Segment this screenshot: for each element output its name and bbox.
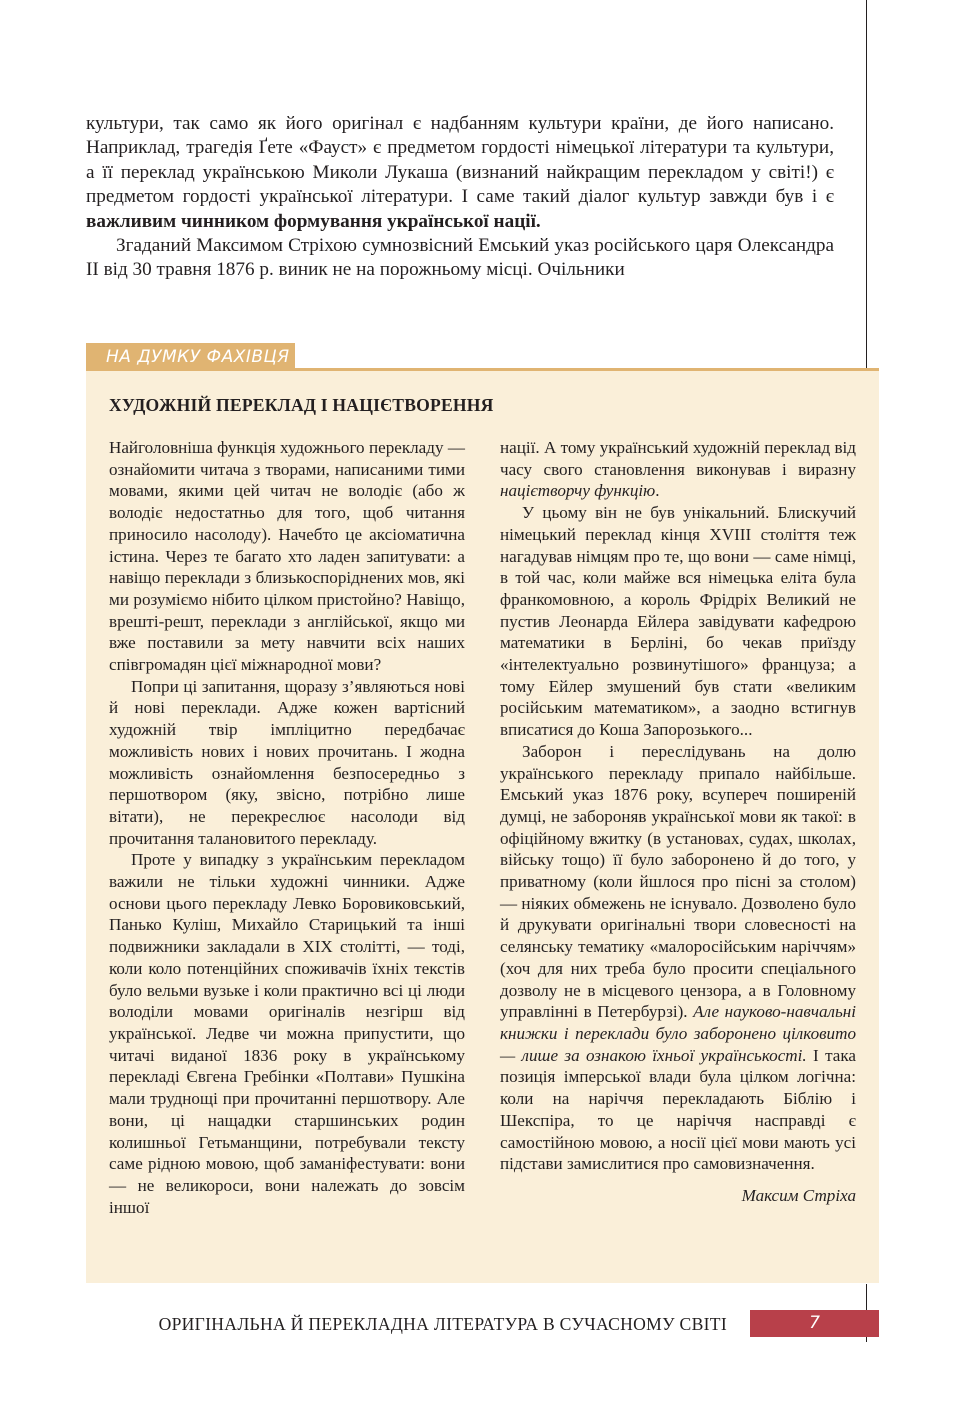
sidebar-title: ХУДОЖНІЙ ПЕРЕКЛАД І НАЦІЄТВОРЕННЯ [109,395,494,415]
right-p3-italic: Але науково-навчальні книжки і переклади було заборонено цілковито — лише за ознакою їхньої українськості. [500,1002,856,1065]
running-footer-title: ОРИГІНАЛЬНА Й ПЕРЕКЛАДНА ЛІТЕРАТУРА В СУЧАСНОМУ СВІТІ [158,1314,727,1334]
margin-rule-top [866,0,867,368]
intro-text [86,112,834,283]
intro-paragraph-2: Згаданий Максимом Стріхою сумнозвісний Емський указ російського царя Олександра II від 30 травня 1876 р. виник не на порожньому місці. Очільники [86,235,834,281]
intro-p1-bold: важливим чинником формування української нації. [86,210,541,232]
author-signature: Максим Стріха [741,1185,856,1205]
right-paragraph-3 [500,741,856,1175]
sidebar-tab-label: НА ДУМКУ ФАХІВЦЯ [86,343,295,371]
right-p1-italic: націєтворчу функцію [500,481,656,501]
left-paragraph-3: Проте у випадку з українським перекладом важили не тільки художні чинники. Адже основи цього перекладу Левко Боровиковський, Панько Куліш, Михайло Старицький та інші подвижники закладали в XIX столітті, — тоді, коли коло потенційних споживачів їхніх текстів було вельми вузьке і коли практично всі ці люди володіли мовами оригіналів незгірш від української. Ледве чи можна припустити, що читачі виданої 1836 року в українському перекладі Євгена Гребінки «Полтави» Пушкіна мали труднощі при прочитанні першотвору. Але вони, ці нащадки старшинських родин колишньої Гетьманщини, потребували тексту саме рідною мовою, щоб заманіфестувати: вони — не великороси, вони належать до зовсім іншої [109,850,465,1217]
right-p3-end: І така позиція імперської влади була цілком логічна: коли на наріччя перекладають Біблію і Шекспіра, то це наріччя насправді є самостійною мовою, а носії цієї мови мають усі підстави замислитися про самовизначення. [500,1045,856,1174]
right-p1-end: . [655,481,660,501]
left-paragraph-1: Найголовніша функція художнього перекладу — ознайомити читача з творами, написаними тими мовами, якими цей читач не володіє (або ж володіє недостатньо для того, щоб читання приносило насолоду). Начебто це аксіоматична істина. Через те багато хто ладен запитувати: а навіщо переклади з близькоспоріднених мов, які ми розуміємо нібито цілком пристойно? Навіщо, врешті-решт, переклади з англійської, якщо ми вже поставили за мету навчити всіх наших співгромадян цієї міжнародної мови? [109,438,465,675]
right-paragraph-2: У цьому він не був унікальний. Блискучий німецький переклад кінця XVIII століття теж нагадував німцям про те, що вони — саме німці, в той час, коли майже вся німецька еліта була франкомовною, а король Фрідріх Великий не пустив Леонарда Ейлера завідувати кафедрою математики в Берліні, бо чекав приїзду «інтелектуально розвинутішого» француза; а тому Ейлер змушений був стати «великим російським математиком», а заодно встигнув вписатися до Коша Запорозького... [500,503,856,740]
intro-paragraph-1 [86,112,834,234]
sidebar-column-right [500,437,856,1207]
right-p1-text: нації. А тому український художній переклад від часу свого становлення виконував і виразну [500,438,856,479]
page-number: 7 [750,1310,879,1337]
intro-p1-text: культури, так само як його оригінал є надбанням культури країни, де його написано. Наприклад, трагедія Ґете «Фауст» є предметом гордості німецької літератури та культури, а її переклад українською Миколи Лукаша (визнаний найкращим перекладом у світі!) є предметом гордості української літератури. І саме такий діалог культур завжди був і є [86,113,834,208]
right-paragraph-1 [500,437,856,502]
sidebar-column-left [109,437,465,1218]
left-paragraph-2: Попри ці запитання, щоразу з’являються нові й нові переклади. Адже кожен вартісний художній твір імпліцитно передбачає можливість нових і нових прочитань. І жодна можливість ознайомлення безпосередньо з першотвором (яку, звісно, потрібно лише вітати), не перекреслює насолоди від прочитання талановитого перекладу. [109,676,465,848]
right-p3-text: Заборон і переслідувань на долю українського перекладу припало найбільше. Емський указ 1876 року, всупереч поширеній думці, не забороняв української мови як такої: в офіційному вжитку (в установах, судах, школах, війську тощо) її було заборонено й до того, у приватному (коли йшлося про пісні за столом) — ніяких обмежень не існувало. Дозволено було й друкувати оригінальні твори словесності на селянську тематику «малоросійським наріччям» (хоч для них треба було просити спеціального дозволу не в місцевого цензора, а в Головному управлінні в Петербурзі). [500,741,856,1022]
